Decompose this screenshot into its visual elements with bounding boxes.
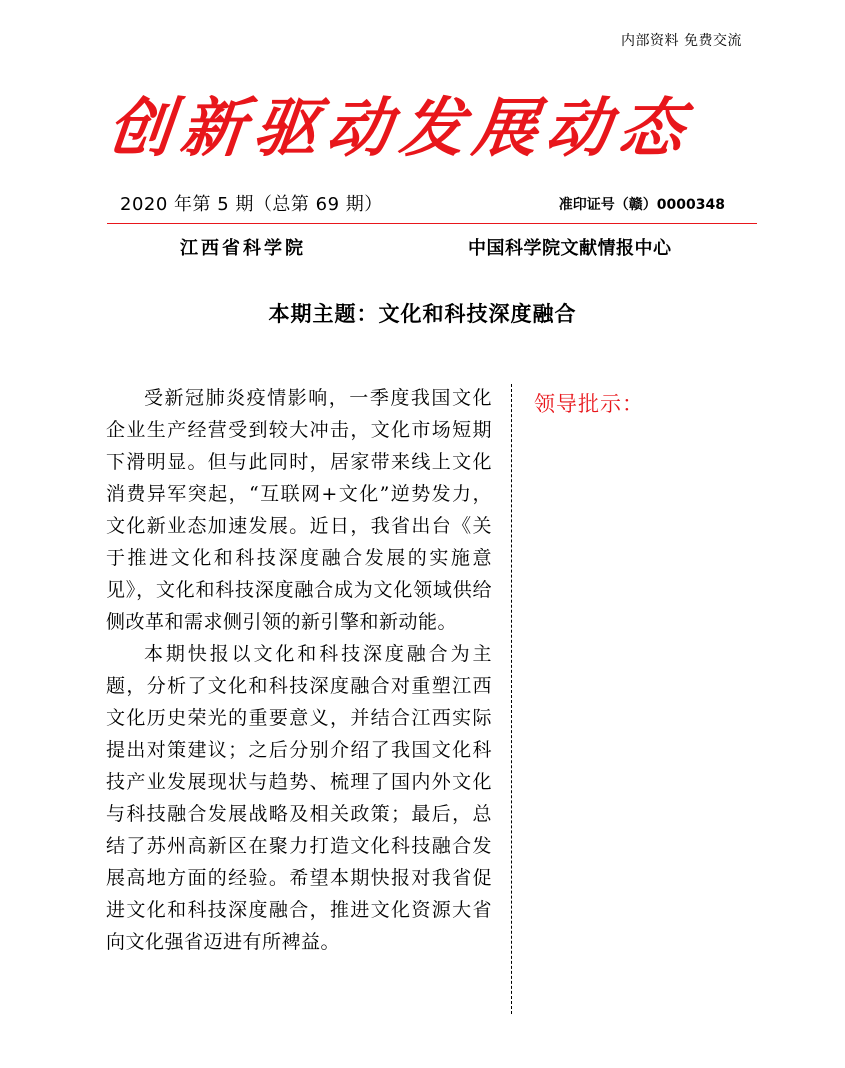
header-divider	[107, 223, 757, 224]
issue-info-row	[120, 190, 725, 218]
column-divider	[511, 384, 512, 1014]
publisher-cas-library: 中国科学院文献情报中心	[468, 238, 672, 259]
issue-theme-title: 本期主题：文化和科技深度融合	[268, 302, 577, 326]
masthead-title: 创新驱动发展动态	[104, 91, 696, 166]
article-body	[106, 382, 492, 958]
leader-instruction-label: 领导批示：	[534, 392, 644, 416]
permit-number: 准印证号（赣）0000348	[558, 197, 725, 213]
body-paragraph: 受新冠肺炎疫情影响，一季度我国文化企业生产经营受到较大冲击，文化市场短期下滑明显。但与此同时，居家带来线上文化消费异军突起，“互联网+文化”逆势发力，文化新业态加速发展。近日，我省出台《关于推进文化和科技深度融合发展的实施意见》，文化和科技深度融合成为文化领域供给侧改革和需求侧引领的新引擎和新动能。	[106, 387, 492, 633]
body-paragraph: 本期快报以文化和科技深度融合为主题，分析了文化和科技深度融合对重塑江西文化历史荣光的重要意义，并结合江西实际提出对策建议；之后分别介绍了我国文化科技产业发展现状与趋势、梳理了国内外文化与科技融合发展战略及相关政策；最后，总结了苏州高新区在聚力打造文化科技融合发展高地方面的经验。希望本期快报对我省促进文化和科技深度融合，推进文化资源大省向文化强省迈进有所裨益。	[106, 643, 492, 953]
publisher-jiangxi-academy: 江西省科学院	[180, 238, 306, 259]
internal-note: 内部资料 免费交流	[621, 33, 742, 49]
issue-number: 2020 年第 5 期（总第 69 期）	[120, 194, 383, 215]
